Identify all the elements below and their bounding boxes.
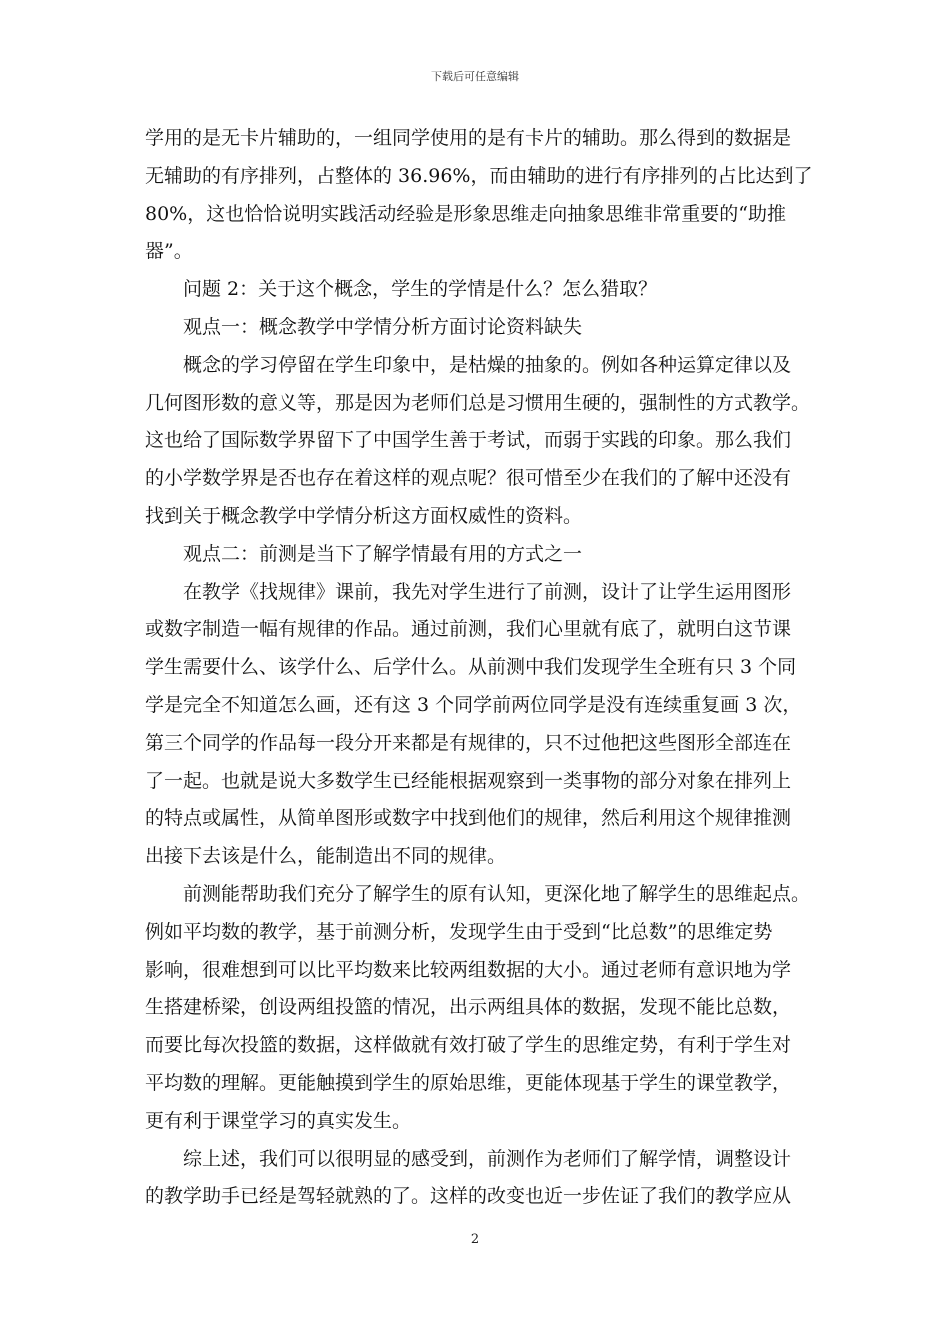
text-line: 第三个同学的作品每一段分开来都是有规律的，只不过他把这些图形全部连在 — [145, 731, 792, 754]
page-header: 下载后可任意编辑 — [431, 70, 519, 83]
text-line: 出接下去该是什么，能制造出不同的规律。 — [145, 845, 507, 868]
text-line: 而要比每次投篮的数据，这样做就有效打破了学生的思维定势，有利于学生对 — [145, 1034, 792, 1057]
text-line: 这也给了国际数学界留下了中国学生善于考试，而弱于实践的印象。那么我们 — [145, 429, 792, 452]
text-line: 更有利于课堂学习的真实发生。 — [145, 1109, 412, 1132]
text-line: 学用的是无卡片辅助的，一组同学使用的是有卡片的辅助。那么得到的数据是 — [145, 127, 792, 149]
text-line: 的小学数学界是否也存在着这样的观点呢？很可惜至少在我们的了解中还没有 — [145, 467, 792, 490]
text-line: 生搭建桥梁，创设两组投篮的情况，出示两组具体的数据，发现不能比总数， — [145, 996, 792, 1019]
text-line: 综上述，我们可以很明显的感受到，前测作为老师们了解学情，调整设计 — [183, 1147, 792, 1170]
text-line: 学生需要什么、该学什么、后学什么。从前测中我们发现学生全班有只 3 个同 — [145, 656, 797, 679]
page-number: 2 — [470, 1232, 480, 1247]
text-line: 影响，很难想到可以比平均数来比较两组数据的大小。通过老师有意识地为学 — [145, 958, 792, 981]
text-line: 的特点或属性，从简单图形或数字中找到他们的规律，然后利用这个规律推测 — [145, 807, 792, 830]
text-line: 的教学助手已经是驾轻就熟的了。这样的改变也近一步佐证了我们的教学应从 — [145, 1185, 792, 1208]
body-text — [145, 120, 813, 1216]
text-line: 在教学《找规律》课前，我先对学生进行了前测，设计了让学生运用图形 — [183, 580, 792, 603]
question-heading: 问题 2：关于这个概念，学生的学情是什么？怎么猎取？ — [183, 278, 658, 301]
text-line: 例如平均数的教学，基于前测分析，发现学生由于受到“比总数”的思维定势 — [145, 920, 773, 943]
text-line: 无辅助的有序排列，占整体的 36.96%，而由辅助的进行有序排列的占比达到了 — [145, 164, 813, 187]
text-line: 80%，这也恰恰说明实践活动经验是形象思维走向抽象思维非常重要的“助推 — [145, 202, 786, 225]
text-line: 学是完全不知道怎么画，还有这 3 个同学前两位同学是没有连续重复画 3 次， — [145, 693, 802, 716]
text-line: 概念的学习停留在学生印象中，是枯燥的抽象的。例如各种运算定律以及 — [183, 353, 792, 376]
viewpoint-heading: 观点二：前测是当下了解学情最有用的方式之一 — [183, 542, 583, 565]
text-line: 或数字制造一幅有规律的作品。通过前测，我们心里就有底了，就明白这节课 — [145, 618, 792, 641]
text-line: 了一起。也就是说大多数学生已经能根据观察到一类事物的部分对象在排列上 — [145, 769, 792, 792]
text-line: 找到关于概念教学中学情分析这方面权威性的资料。 — [145, 504, 583, 527]
viewpoint-heading: 观点一：概念教学中学情分析方面讨论资料缺失 — [183, 315, 583, 338]
text-line: 前测能帮助我们充分了解学生的原有认知，更深化地了解学生的思维起点。 — [183, 882, 811, 905]
text-line: 平均数的理解。更能触摸到学生的原始思维，更能体现基于学生的课堂教学， — [145, 1071, 792, 1094]
text-line: 器”。 — [145, 240, 193, 263]
text-line: 几何图形数的意义等，那是因为老师们总是习惯用生硬的，强制性的方式教学。 — [145, 391, 811, 414]
